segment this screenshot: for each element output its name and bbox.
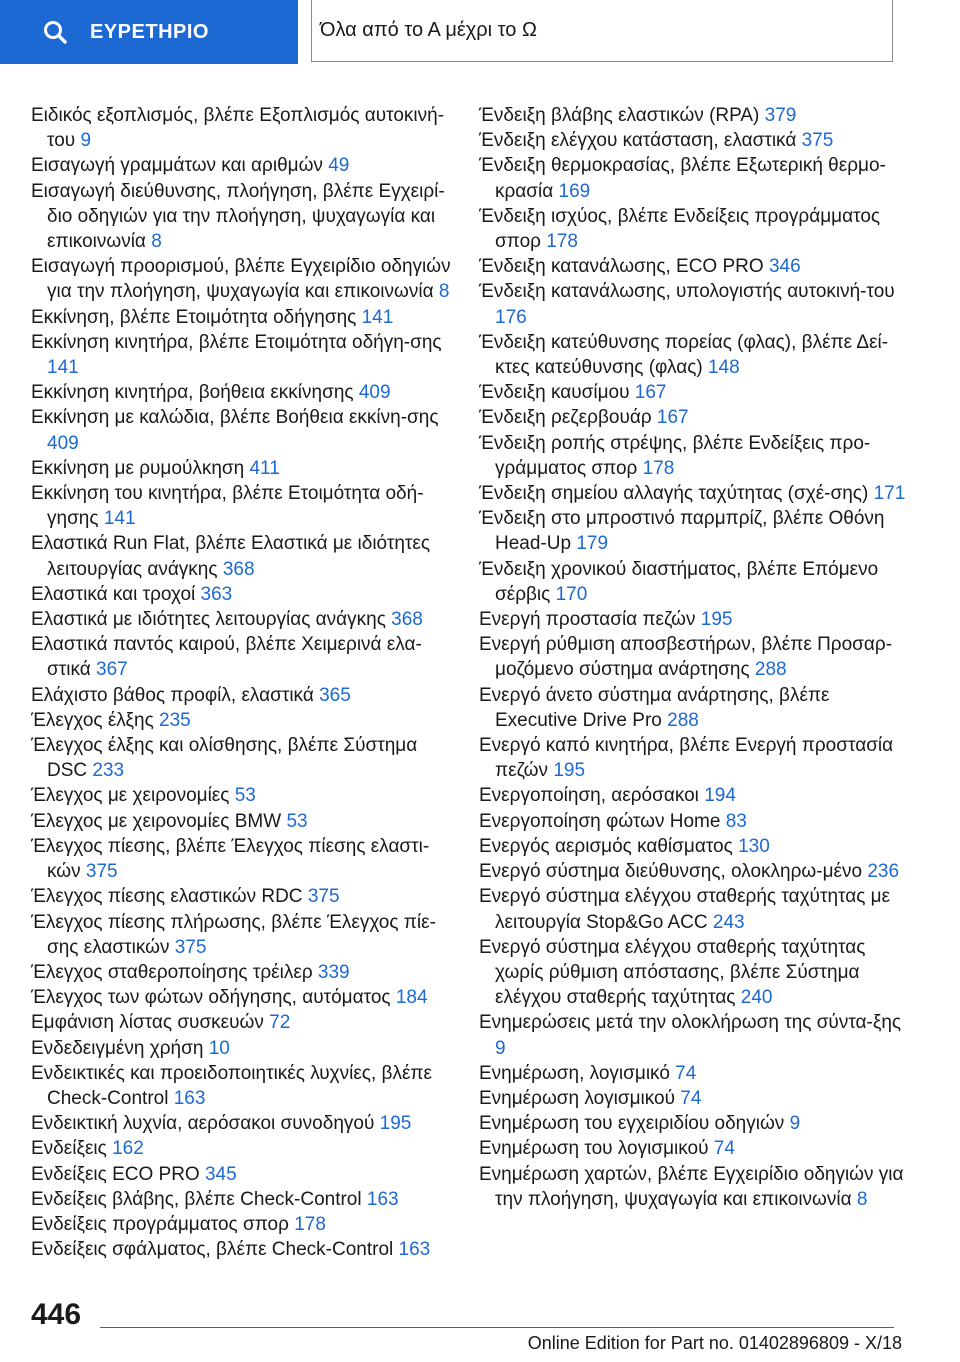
index-entry-page-link[interactable]: 288 [667, 709, 699, 731]
index-entry-text: Ενεργό σύστημα διεύθυνσης, ολοκληρω‐μένο [479, 861, 863, 883]
index-entry-text: Ένδειξη στο μπροστινό παρμπρίζ, βλέπε Οθόνη Head-Up [479, 508, 885, 555]
index-entry-page-link[interactable]: 141 [47, 357, 79, 379]
index-entry [31, 330, 451, 380]
index-tab[interactable] [0, 0, 298, 64]
page-number: 446 [31, 1298, 82, 1331]
index-entry-text: Ένδειξη χρονικού διαστήματος, βλέπε Επόμενο σέρβις [479, 558, 879, 605]
index-entry-text: Εμφάνιση λίστας συσκευών [31, 1012, 264, 1034]
index-entry-text: Ενδείξεις βλάβης, βλέπε Check-Control [31, 1188, 362, 1210]
index-entry-page-link[interactable]: 167 [634, 382, 667, 404]
index-entry-page-link[interactable]: 178 [546, 231, 578, 253]
index-entry-text: Ένδειξη κατανάλωσης, ECO PRO [479, 256, 764, 278]
index-entry [479, 1136, 909, 1161]
index-entry-text: Έλεγχος με χειρονομίες [31, 785, 230, 807]
index-entry-page-link[interactable]: 411 [249, 457, 280, 479]
index-entry [479, 783, 909, 808]
index-entry-text: Ένδειξη ελέγχου κατάσταση, ελαστικά [479, 130, 797, 152]
index-entry [479, 884, 909, 934]
index-entry-text: Έλεγχος με χειρονομίες BMW [31, 810, 282, 832]
index-entry [31, 985, 451, 1010]
index-entry-page-link[interactable]: 368 [391, 609, 423, 631]
index-entry [31, 103, 451, 153]
index-entry-page-link[interactable]: 171 [873, 483, 906, 505]
index-entry-page-link[interactable]: 9 [789, 1113, 801, 1135]
index-entry-page-link[interactable]: 163 [366, 1188, 399, 1210]
index-entry-page-link[interactable]: 368 [222, 558, 255, 580]
footer-divider [100, 1327, 894, 1328]
index-entry-text: Ενημέρωση του λογισμικού [479, 1138, 709, 1160]
index-entry-page-link[interactable]: 346 [768, 256, 801, 278]
index-entry-text: Ένδειξη σημείου αλλαγής ταχύτητας (σχέ‐σης) [479, 483, 869, 505]
index-entry-text: Ελαστικά με ιδιότητες λειτουργίας ανάγκης [31, 609, 386, 631]
index-entry [479, 1086, 909, 1111]
index-entry [479, 380, 909, 405]
index-entry-page-link[interactable]: 233 [92, 760, 125, 782]
index-entry-page-link[interactable]: 74 [713, 1138, 735, 1160]
index-entry-text: Εισαγωγή προορισμού, βλέπε Εγχειρίδιο οδηγιών για την πλοήγηση, ψυχαγωγία και επικοινωνία [31, 256, 451, 303]
index-entry-page-link[interactable]: 363 [200, 583, 233, 605]
index-entry [31, 884, 451, 909]
index-entry-page-link[interactable]: 176 [495, 306, 527, 328]
index-entry [31, 179, 451, 255]
index-entry [479, 557, 909, 607]
index-entry-text: Εκκίνηση με καλώδια, βλέπε Βοήθεια εκκίνη‐σης [31, 407, 439, 429]
index-entry-page-link[interactable]: 8 [151, 231, 162, 253]
index-entry-page-link[interactable]: 195 [700, 609, 733, 631]
index-entry-page-link[interactable]: 339 [317, 961, 350, 983]
index-entry-page-link[interactable]: 375 [174, 936, 207, 958]
search-icon [42, 19, 68, 45]
index-entry [479, 733, 909, 783]
index-entry [31, 1061, 451, 1111]
index-entry-text: Ενεργό άνετο σύστημα ανάρτησης, βλέπε Executive Drive Pro [479, 684, 830, 731]
index-entry [479, 859, 909, 884]
index-entry [479, 330, 909, 380]
index-entry [479, 1061, 909, 1086]
index-entry-text: Ενδεικτικές και προειδοποιητικές λυχνίες, βλέπε Check-Control [31, 1062, 432, 1109]
index-entry [31, 960, 451, 985]
index-entry [479, 809, 909, 834]
index-entry-text: Ενδείξεις σφάλματος, βλέπε Check-Control [31, 1239, 394, 1261]
index-entry-text: Ελαστικά Run Flat, βλέπε Ελαστικά με ιδιότητες λειτουργίας ανάγκης [31, 533, 431, 580]
index-entry-text: Ενδείξεις ECO PRO [31, 1163, 200, 1185]
index-entry-page-link[interactable]: 83 [725, 810, 747, 832]
index-entry-text: Έλεγχος έλξης [31, 709, 154, 731]
index-entry [31, 1010, 451, 1035]
index-entry [31, 456, 451, 481]
index-entry [31, 380, 451, 405]
index-entry [479, 128, 909, 153]
index-entry [31, 632, 451, 682]
index-entry-page-link[interactable]: 288 [754, 659, 787, 681]
index-entry-page-link[interactable]: 379 [764, 105, 797, 126]
index-entry [479, 935, 909, 1011]
index-entry [31, 405, 451, 455]
index-entry-text: Ενημέρωση λογισμικού [479, 1087, 675, 1109]
index-entry [31, 783, 451, 808]
index-entry-text: Εκκίνηση κινητήρα, βοήθεια εκκίνησης [31, 382, 354, 404]
index-entry-text: Ένδειξη κατανάλωσης, υπολογιστής αυτοκινή‐του [479, 281, 895, 303]
index-entry-text: Έλεγχος σταθεροποίησης τρέιλερ [31, 961, 313, 983]
index-entry-text: Ενημερώσεις μετά την ολοκλήρωση της σύντα‐ξης [479, 1012, 902, 1034]
index-entry-page-link[interactable]: 169 [558, 180, 591, 202]
index-entry-text: Εκκίνηση του κινητήρα, βλέπε Ετοιμότητα οδή‐γησης [31, 483, 424, 530]
index-entry-text: Ειδικός εξοπλισμός, βλέπε Εξοπλισμός αυτοκινή‐του [31, 105, 445, 152]
index-entry [31, 531, 451, 581]
index-entry-text: Έλεγχος των φώτων οδήγησης, αυτόματος [31, 987, 391, 1009]
index-entry-page-link[interactable]: 74 [675, 1062, 697, 1084]
section-subtitle-text: Όλα από το Α μέχρι το Ω [320, 19, 537, 41]
index-entry-page-link[interactable]: 195 [553, 760, 586, 782]
section-subtitle [311, 0, 893, 62]
index-entry-page-link[interactable]: 167 [656, 407, 689, 429]
index-entry-text: Έλεγχος πίεσης ελαστικών RDC [31, 886, 303, 908]
index-entry-page-link[interactable]: 72 [269, 1012, 291, 1034]
index-entry-text: Εκκίνηση κινητήρα, βλέπε Ετοιμότητα οδήγη‐σης [31, 331, 442, 353]
index-entry [31, 733, 451, 783]
index-entry-page-link[interactable]: 130 [738, 835, 770, 857]
index-entry-text: Ένδειξη ρεζερβουάρ [479, 407, 652, 429]
index-entry-text: Έλεγχος πίεσης πλήρωσης, βλέπε Έλεγχος πίε‐σης ελαστικών [31, 911, 436, 958]
index-entry-text: Ενημέρωση του εγχειριδίου οδηγιών [479, 1113, 785, 1135]
index-entry-page-link[interactable]: 9 [495, 1037, 506, 1059]
index-entry [479, 103, 909, 128]
index-entry-page-link[interactable]: 409 [47, 432, 79, 454]
index-entry-page-link[interactable]: 195 [379, 1113, 412, 1135]
index-entry-text: Ένδειξη ισχύος, βλέπε Ενδείξεις προγράμματος σπορ [479, 205, 881, 253]
index-entry-page-link[interactable]: 184 [395, 987, 428, 1009]
index-entry-text: Ενδείξεις προγράμματος σπορ [31, 1213, 289, 1235]
index-entry-text: Ενεργό καπό κινητήρα, βλέπε Ενεργή προστασία πεζών [479, 735, 894, 782]
index-entry-text: Ελαστικά παντός καιρού, βλέπε Χειμερινά ελα‐στικά [31, 634, 422, 681]
index-entry [31, 305, 451, 330]
index-entry-page-link[interactable]: 148 [707, 357, 740, 379]
index-entry [479, 683, 909, 733]
index-entry [479, 204, 909, 254]
index-entry-text: Εισαγωγή γραμμάτων και αριθμών [31, 155, 323, 177]
index-entry-page-link[interactable]: 375 [85, 861, 118, 883]
index-entry-text: Εισαγωγή διεύθυνσης, πλοήγηση, βλέπε Εγχειρί‐διο οδηγιών για την πλοήγηση, ψυχαγωγία και επικοινωνία [31, 180, 445, 253]
index-entry [479, 481, 909, 506]
index-entry [31, 834, 451, 884]
index-entry [479, 431, 909, 481]
index-entry [479, 607, 909, 632]
index-column-left [31, 103, 451, 1262]
index-entry [31, 708, 451, 733]
index-entry-page-link[interactable]: 178 [642, 457, 675, 479]
index-entry [479, 506, 909, 556]
index-entry-text: Ένδειξη καυσίμου [479, 382, 630, 404]
index-entry-page-link[interactable]: 365 [319, 684, 351, 706]
index-entry [31, 582, 451, 607]
index-entry-text: Ελάχιστο βάθος προφίλ, ελαστικά [31, 684, 314, 706]
index-entry-page-link[interactable]: 179 [576, 533, 609, 555]
index-entry-page-link[interactable]: 53 [234, 785, 256, 807]
index-entry-text: Ενεργό σύστημα ελέγχου σταθερής ταχύτητας με λειτουργία Stop&Go ACC [479, 886, 891, 933]
index-entry-page-link[interactable]: 49 [328, 155, 350, 177]
index-entry-page-link[interactable]: 375 [801, 130, 834, 152]
index-entry [31, 607, 451, 632]
index-entry-page-link[interactable]: 9 [80, 130, 92, 152]
index-entry-page-link[interactable]: 194 [704, 785, 736, 807]
index-column-right [479, 103, 909, 1212]
index-entry-page-link[interactable]: 8 [438, 281, 450, 303]
index-entry-page-link[interactable]: 240 [740, 987, 773, 1009]
index-entry [31, 683, 451, 708]
index-entry [31, 1162, 451, 1187]
index-entry [31, 1187, 451, 1212]
index-entry-text: Ένδειξη θερμοκρασίας, βλέπε Εξωτερική θερμο‐κρασία [479, 155, 886, 202]
index-entry-page-link[interactable]: 375 [307, 886, 340, 908]
index-entry-text: Ενδεικτική λυχνία, αερόσακοι συνοδηγού [31, 1113, 375, 1135]
index-entry-page-link[interactable]: 235 [159, 709, 191, 731]
index-entry [31, 153, 451, 178]
index-entry-page-link[interactable]: 141 [361, 306, 394, 328]
index-entry-text: Εκκίνηση, βλέπε Ετοιμότητα οδήγησης [31, 306, 357, 328]
index-entry-text: Ενδεδειγμένη χρήση [31, 1037, 204, 1059]
index-entry [479, 1111, 909, 1136]
index-entry-page-link[interactable]: 162 [112, 1138, 144, 1160]
index-entry-text: Ένδειξη κατεύθυνσης πορείας (φλας), βλέπε Δεί‐κτες κατεύθυνσης (φλας) [479, 331, 889, 379]
index-entry [31, 1036, 451, 1061]
index-entry [31, 809, 451, 834]
index-entry [479, 834, 909, 859]
index-entry [31, 254, 451, 304]
index-entry [479, 1010, 909, 1060]
index-entry-page-link[interactable]: 10 [208, 1037, 230, 1059]
index-entry [31, 1212, 451, 1237]
index-entry-text: Ενεργή ρύθμιση αποσβεστήρων, βλέπε Προσαρ‐μοζόμενο σύστημα ανάρτησης [479, 634, 893, 681]
index-entry [479, 254, 909, 279]
index-entry-text: Ενδείξεις [31, 1138, 107, 1160]
index-entry-text: Ενεργός αερισμός καθίσματος [479, 835, 733, 857]
index-entry-page-link[interactable]: 163 [173, 1087, 206, 1109]
index-entry [31, 1136, 451, 1161]
index-entry [479, 405, 909, 430]
index-entry [31, 1111, 451, 1136]
index-entry-page-link[interactable]: 53 [286, 810, 308, 832]
index-entry [479, 632, 909, 682]
index-entry-page-link[interactable]: 8 [856, 1188, 868, 1210]
index-entry-text: Ένδειξη βλάβης ελαστικών (RPA) [479, 105, 760, 126]
index-entry [479, 279, 909, 329]
index-entry-text: Έλεγχος πίεσης, βλέπε Έλεγχος πίεσης ελαστι‐κών [31, 835, 430, 883]
index-entry-text: Ένδειξη ροπής στρέψης, βλέπε Ενδείξεις προ‐γράμματος σπορ [479, 432, 871, 479]
index-entry-page-link[interactable]: 74 [680, 1087, 702, 1109]
index-entry-page-link[interactable]: 367 [96, 659, 128, 681]
index-entry-text: Έλεγχος έλξης και ολίσθησης, βλέπε Σύστημα DSC [31, 735, 418, 782]
index-entry-page-link[interactable]: 345 [204, 1163, 237, 1185]
index-entry-text: Εκκίνηση με ρυμούλκηση [31, 457, 245, 479]
index-entry [31, 481, 451, 531]
index-entry [479, 1162, 909, 1212]
index-entry-text: Ενημέρωση χαρτών, βλέπε Εγχειρίδιο οδηγιών για την πλοήγηση, ψυχαγωγία και επικοινωνία [479, 1163, 904, 1210]
index-entry-page-link[interactable]: 141 [103, 508, 136, 530]
index-entry-text: Ενεργοποίηση, αερόσακοι [479, 785, 699, 807]
index-entry-text: Ενημέρωση, λογισμικό [479, 1062, 670, 1084]
index-entry-page-link[interactable]: 243 [712, 911, 745, 933]
footer-edition: Online Edition for Part no. 01402896809 - X/18 [527, 1333, 902, 1353]
index-tab-label: ΕΥΡΕΤΗΡΙΟ [90, 20, 209, 43]
index-entry-page-link[interactable]: 236 [867, 861, 900, 883]
index-entry-page-link[interactable]: 409 [358, 382, 391, 404]
index-entry-text: Ενεργό σύστημα ελέγχου σταθερής ταχύτητας χωρίς ρύθμιση απόστασης, βλέπε Σύστημα ελέγχου σταθερής ταχύτητας [479, 936, 866, 1009]
index-entry-text: Ελαστικά και τροχοί [31, 583, 196, 605]
index-entry-text: Ενεργοποίηση φώτων Home [479, 810, 721, 832]
index-entry [31, 910, 451, 960]
index-entry-page-link[interactable]: 163 [398, 1239, 431, 1261]
index-entry-text: Ενεργή προστασία πεζών [479, 609, 696, 631]
index-entry-page-link[interactable]: 178 [294, 1213, 326, 1235]
index-entry [479, 153, 909, 203]
index-entry [31, 1237, 451, 1262]
index-entry-page-link[interactable]: 170 [555, 583, 588, 605]
